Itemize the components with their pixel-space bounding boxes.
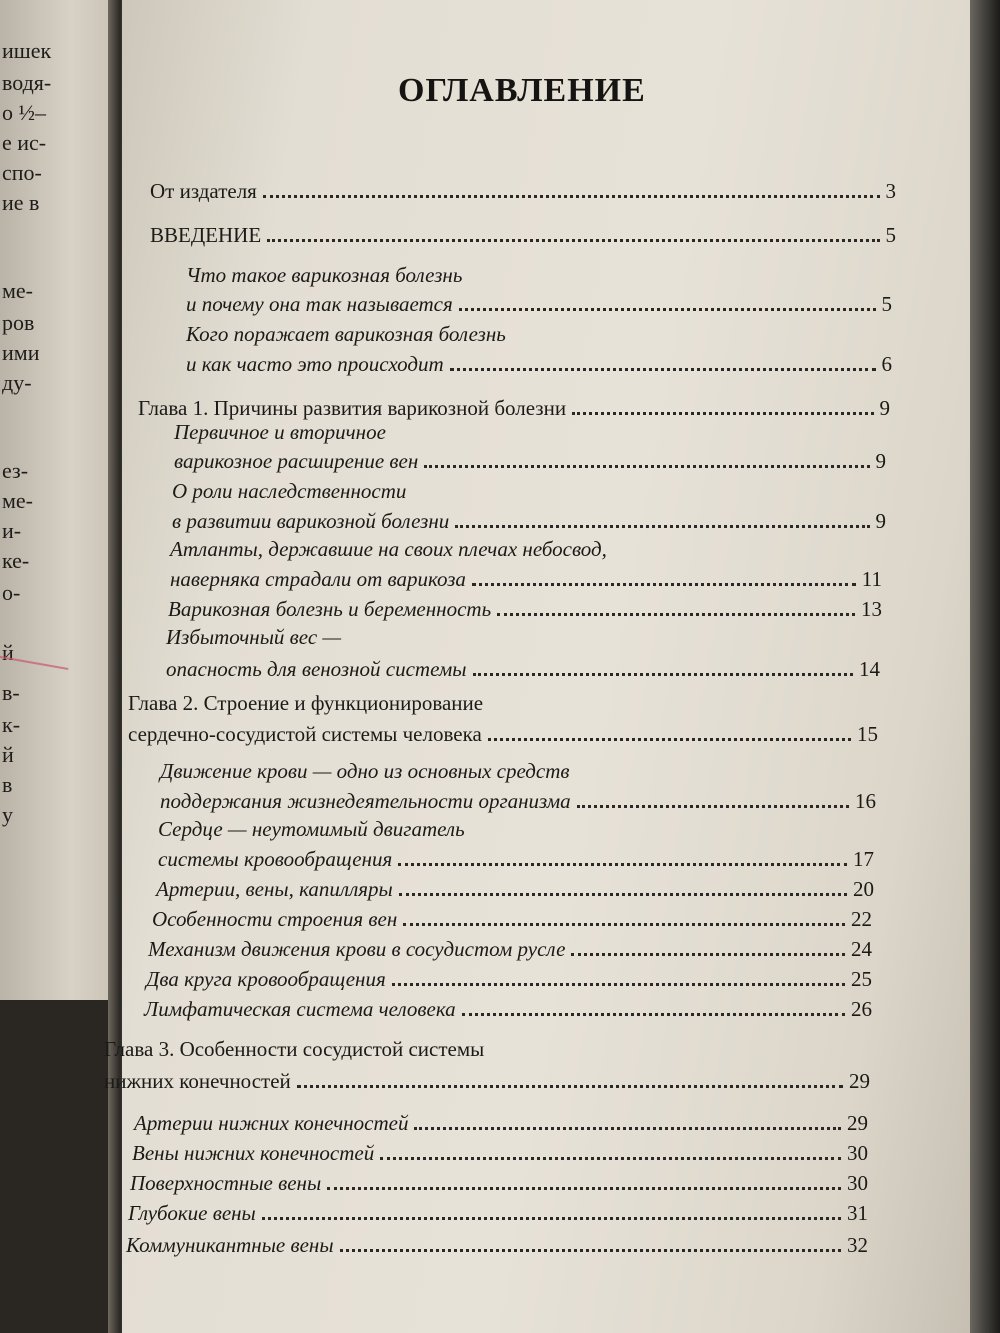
dot-leader — [488, 738, 851, 741]
toc-entry-label: Особенности строения вен — [152, 907, 398, 931]
toc-page-number: 24 — [851, 937, 872, 961]
left-page-fragment: е ис- — [2, 130, 47, 155]
toc-entry — [130, 1170, 868, 1196]
toc-entry — [104, 1068, 870, 1094]
toc-entry-label: Коммуникантные вены — [126, 1233, 334, 1257]
dot-leader — [455, 525, 869, 528]
toc-entry — [156, 876, 874, 902]
toc-page-number: 11 — [861, 567, 882, 591]
left-page-fragment: ез- — [2, 458, 29, 483]
dot-leader — [327, 1187, 841, 1190]
dot-leader — [267, 239, 879, 242]
toc-entry-label: Артерии, вены, капилляры — [156, 877, 393, 901]
toc-entry — [186, 291, 892, 317]
toc-page-number: 20 — [853, 877, 874, 901]
toc-entry — [144, 996, 872, 1022]
dot-leader — [472, 583, 856, 586]
toc-entry-first-line: Кого поражает варикозная болезнь — [186, 322, 506, 346]
toc-entry-label: опасность для венозной системы — [166, 657, 467, 681]
left-page-fragment: ров — [2, 310, 35, 335]
toc-entry — [132, 1140, 868, 1166]
dot-leader — [459, 308, 876, 311]
toc-page-number: 9 — [875, 449, 886, 473]
toc-entry-label: Варикозная болезнь и беременность — [168, 597, 492, 621]
toc-entry-label: Два круга кровообращения — [146, 967, 386, 991]
toc-page-number: 5 — [881, 292, 892, 316]
toc-entry-first-line: Сердце — неутомимый двигатель — [158, 817, 465, 841]
toc-entry — [186, 351, 892, 377]
toc-entry — [174, 448, 886, 474]
left-page-fragment: водя- — [2, 70, 52, 95]
toc-page-number: 9 — [875, 509, 886, 533]
left-page-fragment: ке- — [2, 548, 30, 573]
toc-page-number: 9 — [879, 396, 890, 420]
left-page-fragment: в- — [2, 680, 20, 705]
dot-leader — [450, 368, 876, 371]
toc-entry-label: системы кровообращения — [158, 847, 393, 871]
toc-entry-first-line: Избыточный вес — — [166, 625, 342, 649]
left-page-fragment: ду- — [2, 370, 32, 395]
dot-leader — [424, 465, 869, 468]
toc-entry-first-line: О роли наследственности — [172, 479, 407, 503]
previous-page-edge — [0, 0, 118, 1000]
toc-entry-label: наверняка страдали от варикоза — [170, 567, 466, 591]
dot-leader — [263, 195, 880, 198]
toc-entry — [160, 788, 876, 814]
toc-page-number: 29 — [849, 1069, 870, 1093]
toc-page-number: 26 — [851, 997, 872, 1021]
toc-page-number: 5 — [885, 223, 896, 247]
toc-entry-first-line: Атланты, державшие на своих плечах небосвод, — [170, 537, 607, 561]
toc-entry — [126, 1232, 868, 1258]
dot-leader — [340, 1249, 841, 1252]
toc-page-number: 30 — [847, 1171, 868, 1195]
left-page-fragment: ме- — [2, 278, 34, 303]
toc-page-number: 25 — [851, 967, 872, 991]
toc-entry-label: и как часто это происходит — [186, 352, 444, 376]
toc-entry-label: сердечно-сосудистой системы человека — [128, 722, 482, 746]
left-page-fragment: о- — [2, 580, 21, 605]
toc-page-number: 3 — [885, 179, 896, 203]
toc-entry — [128, 721, 878, 747]
toc-entry-label: Глубокие вены — [128, 1201, 256, 1225]
toc-entry — [138, 395, 890, 421]
toc-entry-label: и почему она так называется — [186, 292, 453, 316]
toc-entry-first-line: Первичное и вторичное — [174, 420, 386, 444]
toc-entry-first-line: Глава 2. Строение и функционирование — [128, 691, 484, 715]
dot-leader — [392, 983, 845, 986]
left-page-fragment: ишек — [2, 38, 52, 63]
left-page-fragment: у — [2, 802, 13, 827]
dot-leader — [577, 805, 849, 808]
toc-entry-label: Лимфатическая система человека — [144, 997, 456, 1021]
left-page-fragment: й — [2, 742, 14, 767]
toc-entry — [148, 936, 872, 962]
page-right-shadow — [970, 0, 1000, 1333]
toc-entry-label: От издателя — [150, 179, 257, 203]
toc-page-number: 13 — [861, 597, 882, 621]
dot-leader — [414, 1127, 841, 1130]
toc-page-number: 32 — [847, 1233, 868, 1257]
toc-entry — [166, 656, 880, 682]
toc-entry-first-line: Что такое варикозная болезнь — [186, 263, 463, 287]
dot-leader — [403, 923, 845, 926]
toc-page-number: 6 — [881, 352, 892, 376]
toc-entry — [134, 1110, 868, 1136]
left-page-fragment: ими — [2, 340, 40, 365]
toc-page-number: 30 — [847, 1141, 868, 1165]
left-page-fragment: о ½– — [2, 100, 46, 125]
toc-entry — [158, 846, 874, 872]
toc-entry-label: ВВЕДЕНИЕ — [150, 223, 262, 247]
dot-leader — [399, 893, 847, 896]
toc-entry — [168, 596, 882, 622]
toc-entry — [128, 1200, 868, 1226]
toc-entry-label: поддержания жизнедеятельности организма — [160, 789, 571, 813]
dot-leader — [497, 613, 855, 616]
dot-leader — [380, 1157, 841, 1160]
toc-entry — [172, 508, 886, 534]
toc-entry — [152, 906, 872, 932]
dot-leader — [473, 673, 854, 676]
toc-entry-label: Поверхностные вены — [130, 1171, 322, 1195]
toc-page-number: 31 — [847, 1201, 868, 1225]
dot-leader — [462, 1013, 845, 1016]
toc-entry-label: нижних конечностей — [104, 1069, 291, 1093]
left-page-fragment: ме- — [2, 488, 34, 513]
dot-leader — [297, 1085, 843, 1088]
toc-entry-label: Механизм движения крови в сосудистом русле — [148, 937, 566, 961]
toc-page-number: 17 — [853, 847, 874, 871]
dot-leader — [262, 1217, 841, 1220]
left-page-fragment: ие в — [2, 190, 40, 215]
toc-entry — [146, 966, 872, 992]
dot-leader — [398, 863, 847, 866]
toc-entry-label: варикозное расширение вен — [174, 449, 419, 473]
toc-entry-label: Вены нижних конечностей — [132, 1141, 375, 1165]
left-page-fragment: и- — [2, 518, 22, 543]
toc-page-number: 22 — [851, 907, 872, 931]
left-page-fragment: в — [2, 772, 13, 797]
left-page-fragment: й — [2, 640, 14, 665]
toc-entry-first-line: Глава 3. Особенности сосудистой системы — [104, 1037, 485, 1061]
left-page-fragment: к- — [2, 712, 21, 737]
left-page-fragment: спо- — [2, 160, 42, 185]
dot-leader — [571, 953, 845, 956]
toc-entry-first-line: Движение крови — одно из основных средств — [160, 759, 570, 783]
toc-page-number: 14 — [859, 657, 880, 681]
dot-leader — [572, 412, 873, 415]
page-title: ОГЛАВЛЕНИЕ — [398, 72, 646, 109]
toc-entry-label: Артерии нижних конечностей — [134, 1111, 409, 1135]
toc-page-number: 16 — [855, 789, 876, 813]
toc-entry-label: Глава 1. Причины развития варикозной болезни — [138, 396, 567, 420]
toc-entry — [150, 222, 896, 248]
toc-entry — [150, 178, 896, 204]
toc-entry — [170, 566, 882, 592]
toc-entry-label: в развитии варикозной болезни — [172, 509, 450, 533]
toc-page-number: 29 — [847, 1111, 868, 1135]
toc-page-number: 15 — [857, 722, 878, 746]
